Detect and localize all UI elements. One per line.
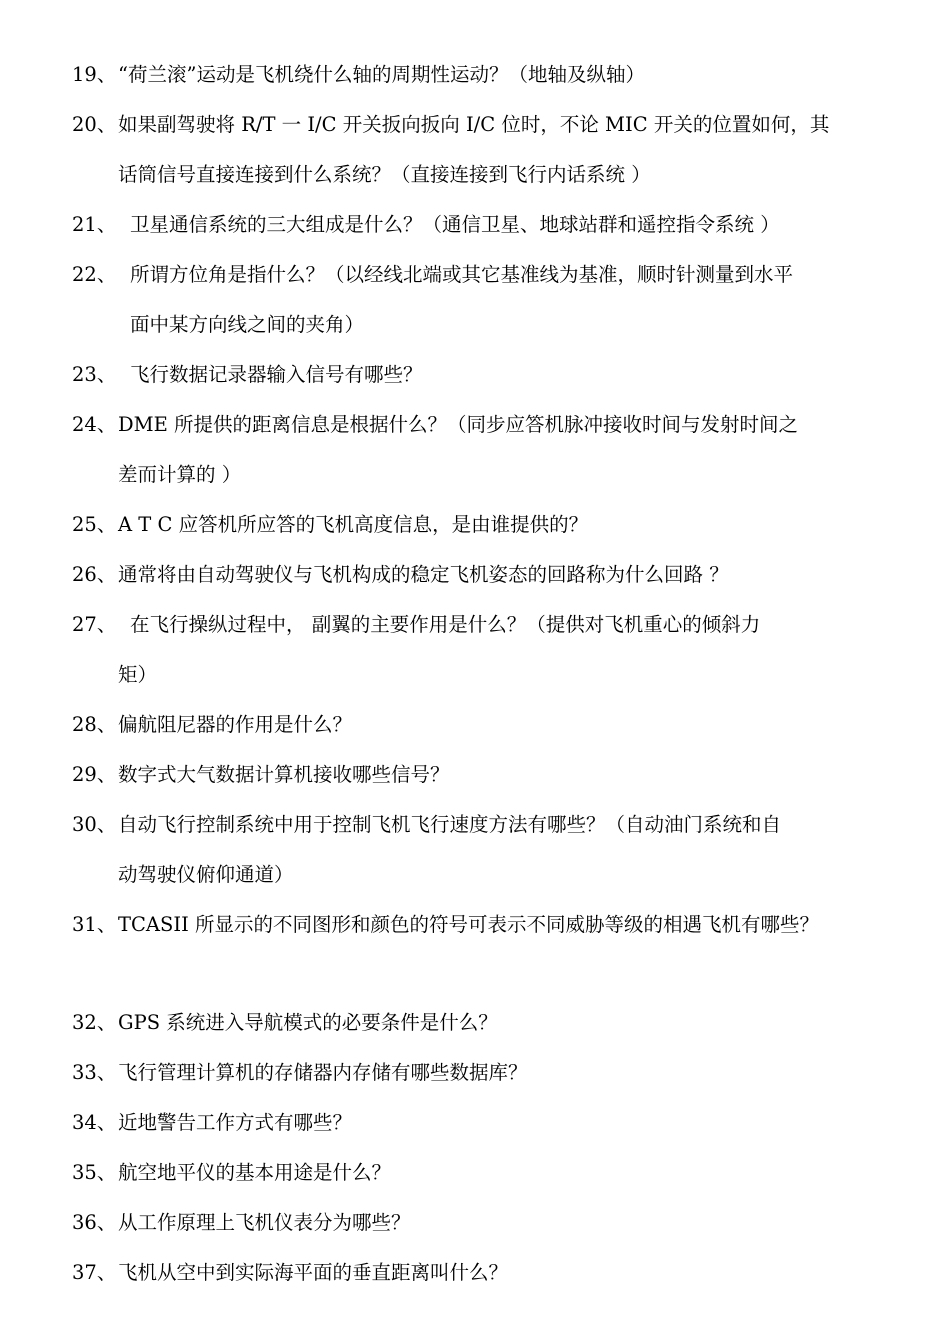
question-number: 35、 <box>72 1161 117 1184</box>
question-text: 航空地平仪的基本用途是什么？ <box>118 1161 392 1184</box>
question-32 <box>72 998 902 1048</box>
question-text: 所谓方位角是指什么？（以经线北端或其它基准线为基准，顺时针测量到水平 <box>130 263 794 286</box>
question-text: 飞机从空中到实际海平面的垂直距离叫什么？ <box>118 1261 509 1284</box>
question-text: 从工作原理上飞机仪表分为哪些？ <box>118 1211 411 1234</box>
question-text: 飞行管理计算机的存储器内存储有哪些数据库？ <box>118 1061 528 1084</box>
question-19 <box>72 50 902 100</box>
question-25 <box>72 500 902 550</box>
question-number: 27、 <box>72 613 117 636</box>
question-number: 28、 <box>72 713 117 736</box>
question-number: 21、 <box>72 213 117 236</box>
question-number: 32、 <box>72 1011 117 1034</box>
question-24 <box>72 400 902 500</box>
question-number: 26、 <box>72 563 117 586</box>
question-27 <box>72 600 902 700</box>
question-22 <box>72 250 902 350</box>
question-text: GPS 系统进入导航模式的必要条件是什么？ <box>118 1011 498 1034</box>
question-number: 22、 <box>72 263 117 286</box>
question-text-continued: 动驾驶仪俯仰通道） <box>118 863 294 886</box>
question-number: 25、 <box>72 513 117 536</box>
question-number: 29、 <box>72 763 117 786</box>
question-28 <box>72 700 902 750</box>
question-number: 23、 <box>72 363 117 386</box>
question-number: 37、 <box>72 1261 117 1284</box>
question-text: TCASII 所显示的不同图形和颜色的符号可表示不同威胁等级的相遇飞机有哪些？ <box>118 913 819 936</box>
question-number: 19、 <box>72 63 117 86</box>
question-36 <box>72 1198 902 1248</box>
question-number: 31、 <box>72 913 117 936</box>
question-text: 卫星通信系统的三大组成是什么？（通信卫星、地球站群和遥控指令系统 ） <box>130 213 780 236</box>
question-text-continued: 话筒信号直接连接到什么系统？（直接连接到飞行内话系统 ） <box>118 163 651 186</box>
question-text: 数字式大气数据计算机接收哪些信号？ <box>118 763 450 786</box>
question-text-continued: 差而计算的 ） <box>118 463 242 486</box>
question-text-continued: 面中某方向线之间的夹角） <box>130 313 365 336</box>
question-text: 近地警告工作方式有哪些？ <box>118 1111 353 1134</box>
question-number: 33、 <box>72 1061 117 1084</box>
question-text: A T C 应答机所应答的飞机高度信息，是由谁提供的？ <box>118 513 589 536</box>
question-text: 自动飞行控制系统中用于控制飞机飞行速度方法有哪些？（自动油门系统和自 <box>118 813 782 836</box>
question-20 <box>72 100 902 200</box>
question-number: 30、 <box>72 813 117 836</box>
question-23 <box>72 350 902 400</box>
question-31 <box>72 900 902 950</box>
question-text-continued: 矩） <box>118 663 158 686</box>
question-number: 36、 <box>72 1211 117 1234</box>
question-30 <box>72 800 902 900</box>
question-33 <box>72 1048 902 1098</box>
question-number: 34、 <box>72 1111 117 1134</box>
question-34 <box>72 1098 902 1148</box>
question-text: DME 所提供的距离信息是根据什么？（同步应答机脉冲接收时间与发射时间之 <box>118 413 799 436</box>
question-26 <box>72 550 902 600</box>
question-21 <box>72 200 902 250</box>
question-text: 飞行数据记录器输入信号有哪些？ <box>130 363 423 386</box>
question-text: 如果副驾驶将 R/T 一 I/C 开关扳向扳向 I/C 位时，不论 MIC 开关的位置如何，其 <box>118 113 830 136</box>
question-text: “荷兰滚”运动是飞机绕什么轴的周期性运动？（地轴及纵轴） <box>118 63 645 86</box>
question-number: 24、 <box>72 413 117 436</box>
question-text: 偏航阻尼器的作用是什么？ <box>118 713 353 736</box>
question-text: 在飞行操纵过程中， 副翼的主要作用是什么？（提供对飞机重心的倾斜力 <box>130 613 761 636</box>
question-37 <box>72 1248 902 1298</box>
question-text: 通常将由自动驾驶仪与飞机构成的稳定飞机姿态的回路称为什么回路 ？ <box>118 563 729 586</box>
question-number: 20、 <box>72 113 117 136</box>
question-29 <box>72 750 902 800</box>
question-35 <box>72 1148 902 1198</box>
